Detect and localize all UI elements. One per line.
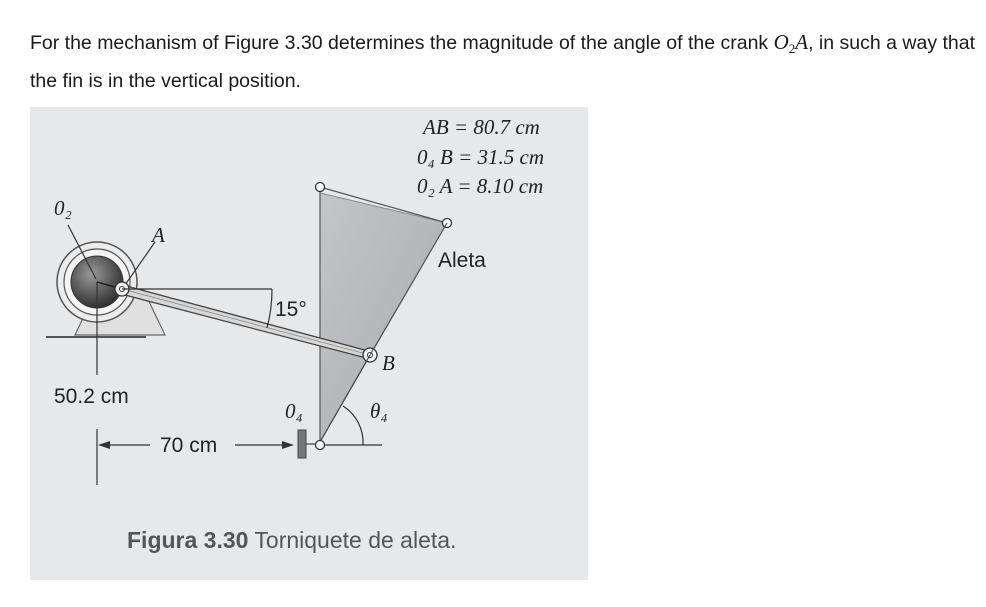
question-text-after: , in such a way that the fin is in the vertical position. [30, 32, 976, 92]
o4-pin [316, 441, 325, 450]
label-b: B [382, 351, 395, 375]
angle-15-arc [267, 289, 272, 328]
caption-number: Figura 3.30 [127, 527, 249, 553]
figure-caption [127, 527, 456, 553]
o4-ground [298, 430, 306, 458]
horizontal-dim-right-arrow [282, 441, 294, 449]
given-o2a: 0₂ A = 8.10 cm [417, 174, 544, 198]
theta4-arc [343, 406, 363, 445]
label-o4: 0₄ [285, 399, 303, 423]
label-theta4: θ₄ [370, 399, 388, 423]
caption-text: Torniquete de aleta. [248, 527, 457, 553]
label-o2: 0₂ [54, 196, 72, 220]
question-text [30, 26, 975, 98]
given-o4b: 0₄ B = 31.5 cm [417, 145, 545, 169]
label-aleta: Aleta [438, 249, 486, 272]
mechanism-figure [30, 107, 588, 580]
label-angle-15: 15° [275, 298, 307, 321]
horizontal-dim-left-arrow [98, 441, 110, 449]
crank-symbol: $O_2A$ [773, 30, 809, 56]
label-a: A [152, 223, 165, 247]
dimension-vertical: 50.2 cm [54, 385, 129, 408]
fin-top-pin [316, 183, 325, 192]
given-ab: AB = 80.7 cm [423, 115, 540, 139]
question-text-before: For the mechanism of Figure 3.30 determines the magnitude of the angle of the crank [30, 32, 774, 54]
mechanism-diagram [30, 107, 588, 580]
dimension-horizontal: 70 cm [160, 434, 218, 457]
